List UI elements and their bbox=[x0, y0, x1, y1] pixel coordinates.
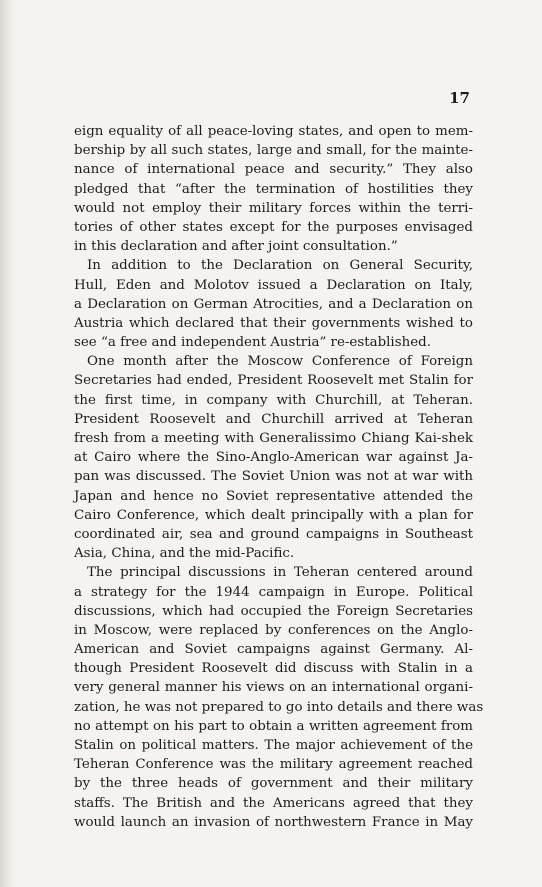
text-line: zation, he was not prepared to go into details and there was bbox=[74, 699, 484, 715]
paragraph bbox=[74, 352, 473, 563]
paragraph bbox=[74, 563, 484, 832]
text-line: staffs. The British and the Americans agreed that they bbox=[74, 795, 473, 811]
text-line: tories of other states except for the purposes envisaged bbox=[74, 219, 473, 235]
page-number: 17 bbox=[449, 89, 470, 107]
text-line: would not employ their military forces within the terri- bbox=[74, 200, 473, 216]
text-line: In addition to the Declaration on General Security, bbox=[87, 258, 473, 274]
text-line: at Cairo where the Sino-Anglo-American war against Ja- bbox=[74, 450, 473, 466]
text-line: a strategy for the 1944 campaign in Europe. Political bbox=[74, 584, 473, 600]
text-line: One month after the Moscow Conference of Foreign bbox=[87, 354, 473, 370]
text-line: The principal discussions in Teheran centered around bbox=[87, 565, 473, 581]
text-line: very general manner his views on an international organi- bbox=[74, 680, 473, 696]
text-line: eign equality of all peace-loving states, and open to mem- bbox=[74, 124, 473, 139]
text-line: pan was discussed. The Soviet Union was not at war with bbox=[74, 469, 473, 485]
text-line: American and Soviet campaigns against Germany. Al- bbox=[74, 642, 473, 658]
text-line: Hull, Eden and Molotov issued a Declaration on Italy, bbox=[74, 277, 473, 293]
text-line: though President Roosevelt did discuss with Stalin in a bbox=[74, 661, 473, 677]
paragraph bbox=[74, 256, 473, 352]
text-line: Stalin on political matters. The major achievement of the bbox=[74, 738, 473, 753]
paragraph bbox=[74, 122, 473, 256]
text-line: Asia, China, and the mid-Pacific. bbox=[74, 546, 295, 562]
text-line: Japan and hence no Soviet representative attended the bbox=[74, 488, 473, 504]
text-line: in this declaration and after joint consultation.” bbox=[74, 239, 398, 255]
text-line: nance of international peace and security.” They also bbox=[74, 162, 473, 178]
text-line: would launch an invasion of northwestern France in May bbox=[74, 814, 473, 830]
page-binding-shadow bbox=[0, 0, 14, 887]
text-line: Cairo Conference, which dealt principally with a plan for bbox=[74, 507, 473, 523]
text-line: fresh from a meeting with Generalissimo Chiang Kai-shek bbox=[74, 431, 473, 446]
text-line: discussions, which had occupied the Foreign Secretaries bbox=[74, 603, 473, 619]
text-line: President Roosevelt and Churchill arrived at Teheran bbox=[74, 411, 473, 427]
text-line: pledged that “after the termination of hostilities they bbox=[74, 181, 473, 197]
text-line: a Declaration on German Atrocities, and a Declaration on bbox=[74, 296, 473, 312]
text-line: Secretaries had ended, President Roosevelt met Stalin for bbox=[74, 373, 473, 389]
text-line: see “a free and independent Austria” re-established. bbox=[74, 335, 431, 351]
text-line: coordinated air, sea and ground campaigns in Southeast bbox=[74, 526, 473, 542]
text-line: in Moscow, were replaced by conferences on the Anglo- bbox=[74, 622, 473, 638]
text-line: by the three heads of government and their military bbox=[74, 776, 473, 792]
text-line: Austria which declared that their governments wished to bbox=[74, 315, 473, 331]
text-line: no attempt on his part to obtain a written agreement from bbox=[74, 718, 473, 734]
text-line: bership by all such states, large and small, for the mainte- bbox=[74, 143, 473, 159]
text-line: the first time, in company with Churchill, at Teheran. bbox=[74, 392, 473, 408]
body-text bbox=[74, 122, 484, 832]
text-line: Teheran Conference was the military agreement reached bbox=[74, 757, 473, 773]
